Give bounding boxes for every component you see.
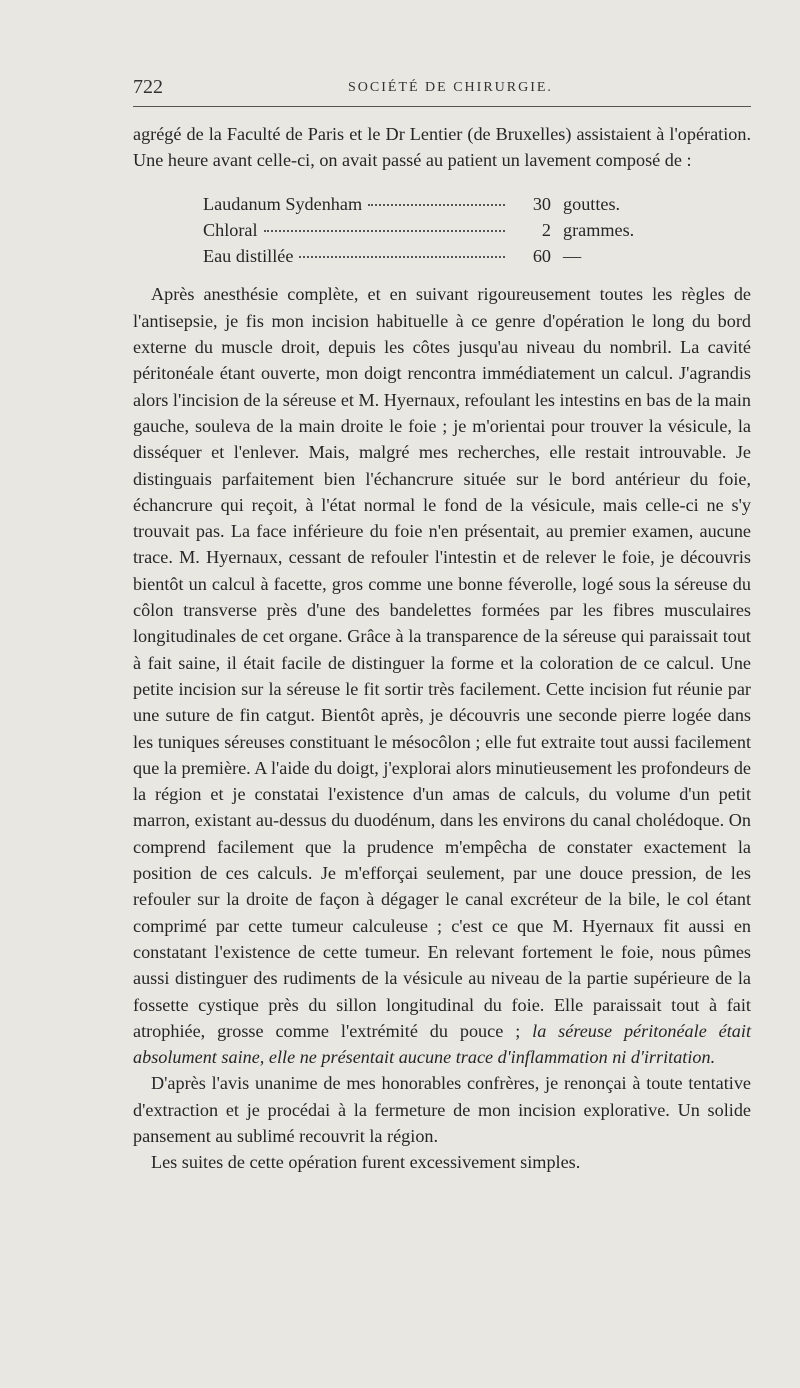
dot-leader [264, 230, 505, 232]
ingredient-quantity: 60 [532, 246, 551, 267]
ingredient-unit: grammes. [563, 219, 635, 240]
operation-paragraph [133, 281, 751, 1070]
ingredient-unit: gouttes. [563, 193, 621, 214]
page-header [133, 72, 751, 102]
outcome-paragraph: Les suites de cette opération furent excessivement simples. [151, 1152, 581, 1173]
dot-leader [368, 204, 505, 206]
recipe-item [203, 191, 673, 217]
intro-paragraph: agrégé de la Faculté de Paris et le Dr Lentier (de Bruxelles) assistaient à l'opération. Une heure avant celle-ci, on avait passé au patient un lavement composé de : [133, 124, 751, 171]
conclusion-paragraph: D'après l'avis unanime de mes honorables confrères, je renonçai à toute tentative d'extraction et je procédai à la fermeture de mon incision explorative. Un solide pansement au sublimé recouvrit la région. [133, 1073, 751, 1146]
recipe-item [203, 243, 673, 269]
recipe-list [203, 191, 751, 270]
operation-text: Après anesthésie complète, et en suivant rigoureusement toutes les règles de l'antisepsie, je fis mon incision habituelle à ce genre d'opération le long du bord externe du muscle droit, depuis les côtes jusqu'au niveau du nombril. La cavité péritonéale étant ouverte, mon doigt rencontra immédiatement un calcul. J'agrandis alors l'incision de la séreuse et M. Hyernaux, refoulant les intestins en bas de la main gauche, souleva de la main droite le foie ; je m'orientai pour trouver la vésicule, la disséquer et l'enlever. Mais, malgré mes recherches, elle restait introuvable. Je distinguais parfaitement bien l'échancrure située sur le bord antérieur du foie, échancrure qui reçoit, à l'état normal le fond de la vésicule, mais celle-ci ne s'y trouvait pas. La face inférieure du foie n'en présentait, au premier examen, aucune trace. M. Hyernaux, cessant de refouler l'intestin et de relever le foie, je découvris bientôt un calcul à facette, gros comme une bonne féverolle, logé sous la séreuse du côlon transverse près d'une des bandelettes formées par les fibres musculaires longitudinales de cet organe. Grâce à la transparence de la séreuse qui paraissait tout à fait saine, il était facile de distinguer la forme et la coloration de ce calcul. Une petite incision sur la séreuse le fit sortir très facilement. Cette incision fut réunie par une suture de fin catgut. Bientôt après, je découvris une seconde pierre logée dans les tuniques séreuses constituant le mésocôlon ; elle fut extraite tout aussi facilement que la première. A l'aide du doigt, j'explorai alors minutieusement les profondeurs de la région et je constatai l'existence d'un amas de calculs, du volume d'un petit marron, existant au-dessus du duodénum, dans les environs du canal cholédoque. On comprend facilement que la prudence m'empêcha de constater exactement la position de ces calculs. Je m'efforçai seulement, par une douce pression, de les refouler sur la droite de façon à dégager le canal excréteur de la bile, le col étant comprimé par cette tumeur calculeuse ; c'est ce que M. Hyernaux fit aussi en constatant l'existence de cette tumeur. En relevant fortement le foie, nous pûmes aussi distinguer des rudiments de la vésicule au niveau de la partie supérieure de la fossette cystique près du sillon longitudinal du foie. Elle paraissait tout à fait atrophiée, grosse comme l'extrémité du pouce ; [133, 284, 751, 1041]
operation-italic-text: la séreuse péritonéale était absolument saine, elle ne présentait aucune trace d'inflammation ni d'irritation. [133, 1020, 751, 1068]
ingredient-quantity: 30 [532, 193, 551, 214]
dot-leader [299, 256, 505, 258]
ingredient-name: Chloral [203, 219, 258, 240]
ingredient-name: Eau distillée [203, 246, 294, 267]
page-number: 722 [133, 76, 163, 98]
ingredient-unit: — [563, 246, 582, 267]
ingredient-name: Laudanum Sydenham [203, 193, 363, 214]
body-text [133, 121, 751, 1176]
ingredient-quantity: 2 [541, 219, 551, 240]
recipe-item [203, 217, 673, 243]
header-rule [133, 106, 751, 107]
running-title: SOCIÉTÉ DE CHIRURGIE. [348, 80, 553, 95]
